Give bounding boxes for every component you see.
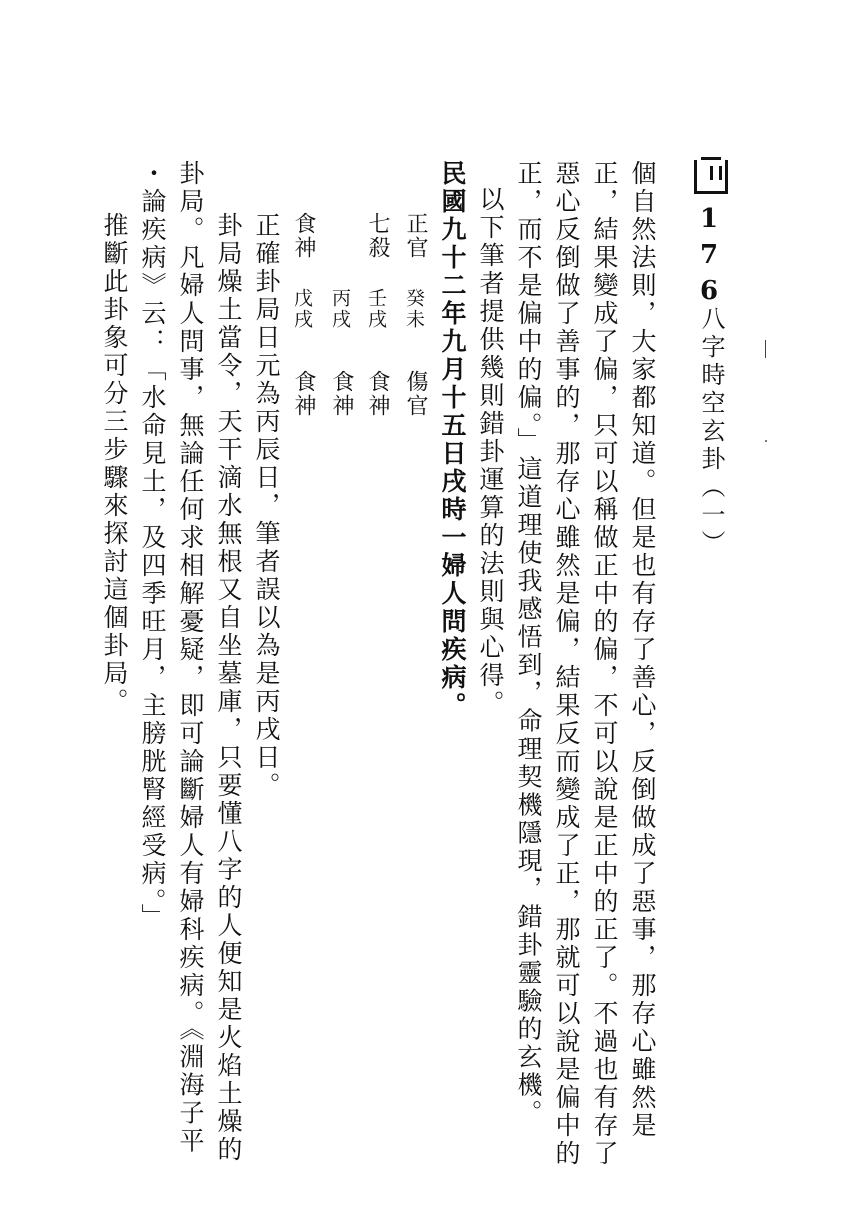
chart-shishen-3: 食神 bbox=[329, 370, 354, 418]
chart-god-4: 食神 bbox=[291, 212, 316, 260]
case-heading: 民國九十二年九月十五日戌時一婦人問疾病。 bbox=[438, 160, 467, 720]
page-corner-ornament-icon bbox=[694, 160, 728, 194]
chart-pillar-3: 丙戌 bbox=[329, 288, 351, 330]
chart-shishen-1: 傷官 bbox=[403, 370, 428, 418]
paragraph2-line-5: 推斷此卦象可分三步驟來探討這個卦局。 bbox=[100, 212, 129, 716]
chart-god-1: 正官 bbox=[403, 212, 428, 260]
paragraph1-line-4: 正，而不是偏中的偏。」這道理使我感悟到，命理契機隱現，錯卦靈驗的玄機。 bbox=[514, 160, 543, 1128]
page-number: 176 bbox=[694, 204, 724, 312]
paragraph1-line-2: 正，結果變成了偏，只可以稱做正中的偏，不可以說是正中的正了。不過也有存了 bbox=[590, 160, 619, 1168]
paragraph2-line-3: 卦局。凡婦人問事，無論任何求相解憂疑，即可論斷婦人有婦科疾病。《淵海子平 bbox=[176, 160, 205, 1156]
paragraph1-line-3: 惡心反倒做了善事的，那存心雖然是偏，結果反而變成了正，那就可以說是偏中的 bbox=[552, 160, 581, 1168]
paragraph1-line-1: 個自然法則，大家都知道。但是也有存了善心，反倒做成了惡事，那存心雖然是 bbox=[628, 160, 657, 1140]
chart-god-2: 七殺 bbox=[365, 212, 390, 260]
chart-shishen-4: 食神 bbox=[291, 370, 316, 418]
paragraph2-line-4: ・論疾病》云：「水命見土，及四季旺月，主膀胱腎經受病。」 bbox=[138, 160, 167, 932]
book-title: 八字時空玄卦（一） bbox=[697, 306, 725, 558]
chart-pillar-4: 戊戌 bbox=[291, 288, 313, 330]
chart-pillar-2: 壬戌 bbox=[365, 288, 387, 330]
scan-dot bbox=[765, 440, 767, 442]
chart-shishen-2: 食神 bbox=[365, 370, 390, 418]
paragraph2-line-1: 正確卦局日元為丙辰日，筆者誤以為是丙戌日。 bbox=[252, 212, 281, 800]
scan-mark bbox=[765, 340, 766, 358]
intro-line: 以下筆者提供幾則錯卦運算的法則與心得。 bbox=[476, 186, 505, 718]
paragraph2-line-2: 卦局燥土當令，天干滴水無根又自坐墓庫，只要懂八字的人便知是火焰土燥的 bbox=[214, 212, 243, 1164]
chart-pillar-1: 癸未 bbox=[403, 288, 425, 330]
